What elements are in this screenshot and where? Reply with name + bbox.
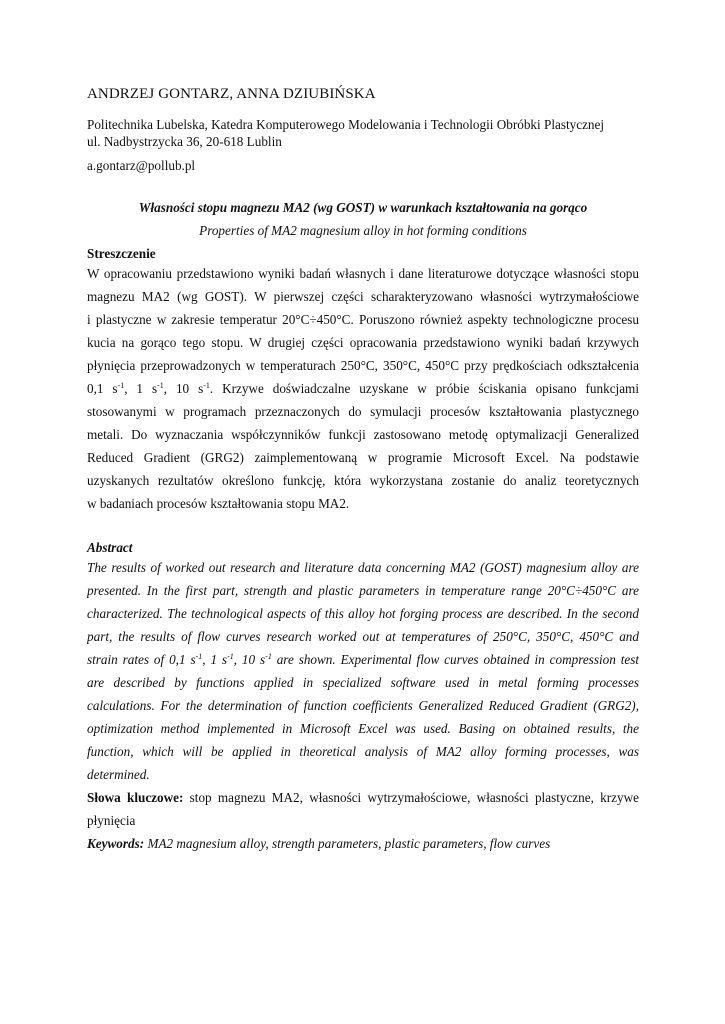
title-english: Properties of MA2 magnesium alloy in hot forming conditions — [199, 223, 527, 238]
text-segment: 0,1 s — [87, 381, 118, 396]
abstract-line: calculations. For the determination of function coefficients Generalized Reduced Gradient (GRG2), — [87, 698, 639, 713]
abstract-line — [87, 648, 639, 671]
paper-first-page — [87, 85, 639, 855]
superscript-exponent: -1 — [227, 652, 234, 661]
keywords-polish — [87, 786, 639, 832]
abstract-body — [87, 556, 639, 786]
keywords-polish-line-1 — [87, 786, 639, 809]
abstract-line: determined. — [87, 767, 150, 782]
streszczenie-body — [87, 262, 639, 515]
streszczenie-line: stosowanymi w programach przeznaczonych do symulacji procesów kształtowania plastycznego — [87, 404, 639, 419]
keywords-polish-line-2: płynięcia — [87, 813, 136, 828]
superscript-exponent: -1 — [157, 381, 164, 390]
keywords-english-label: Keywords: — [87, 836, 145, 851]
keywords-english-line — [87, 832, 639, 855]
streszczenie-line: kucia na gorąco tego stopu. W drugiej części opracowania przedstawiono wyniki badań krzywych — [87, 335, 639, 350]
abstract-line: presented. In the first part, strength and plastic parameters in temperature range 20°C÷450°C are — [87, 583, 639, 598]
streszczenie-line: w badaniach procesów kształtowania stopu MA2. — [87, 496, 350, 511]
author-email: a.gontarz@pollub.pl — [87, 158, 196, 173]
superscript-exponent: -1 — [203, 381, 210, 390]
text-segment: , 10 s — [163, 381, 204, 396]
abstract-line: part, the results of flow curves research worked out at temperatures of 250°C, 350°C, 450°C and — [87, 629, 639, 644]
streszczenie-line: W opracowaniu przedstawiono wyniki badań własnych i dane literaturowe dotyczące własności stopu — [87, 266, 639, 281]
text-segment: , 1 s — [124, 381, 158, 396]
streszczenie-line: Reduced Gradient (GRG2) zaimplementowaną w programie Microsoft Excel. Na podstawie — [87, 450, 639, 465]
keywords-english — [87, 832, 639, 855]
title-polish: Własności stopu magnezu MA2 (wg GOST) w warunkach kształtowania na gorąco — [138, 200, 588, 215]
keywords-english-text: MA2 magnesium alloy, strength parameters, plastic parameters, flow curves — [144, 836, 551, 851]
abstract-heading: Abstract — [87, 540, 133, 555]
abstract-line: are described by functions applied in specialized software used in metal forming processes — [87, 675, 639, 690]
text-segment: . Krzywe doświadczalne uzyskane w próbie ściskania opisano funkcjami — [209, 381, 639, 396]
abstract-line: characterized. The technological aspects of this alloy hot forging process are described. In the second — [87, 606, 639, 621]
text-segment: strain rates of 0,1 s — [87, 652, 196, 667]
authors: ANDRZEJ GONTARZ, ANNA DZIUBIŃSKA — [87, 86, 376, 102]
superscript-exponent: -1 — [117, 381, 125, 390]
abstract-line: The results of worked out research and literature data concerning MA2 (GOST) magnesium alloy are — [87, 560, 639, 575]
streszczenie-line — [87, 377, 639, 400]
abstract-line: function, which will be applied in theoretical analysis of MA2 alloy forming processes, was — [87, 744, 639, 759]
keywords-polish-text: stop magnezu MA2, własności wytrzymałościowe, własności plastyczne, krzywe — [183, 790, 639, 805]
streszczenie-line: płynięcia przeprowadzonych w temperaturach 250°C, 350°C, 450°C przy prędkościach odkształcenia — [87, 358, 639, 373]
abstract-line: optimization method implemented in Microsoft Excel was used. Basing on obtained results, the — [87, 721, 639, 736]
affiliation-line-1: Politechnika Lubelska, Katedra Komputerowego Modelowania i Technologii Obróbki Plastycznej — [87, 117, 605, 132]
affiliation-line-2: ul. Nadbystrzycka 36, 20-618 Lublin — [87, 134, 282, 149]
streszczenie-line: magnezu MA2 (wg GOST). W pierwszej części scharakteryzowano własności wytrzymałościowe — [87, 289, 639, 304]
text-segment: are shown. Experimental flow curves obtained in compression test — [271, 652, 639, 667]
streszczenie-line: i plastyczne w zakresie temperatur 20°C÷450°C. Poruszono również aspekty technologiczne procesu — [87, 312, 639, 327]
streszczenie-line: uzyskanych rezultatów określono funkcję, która wykorzystana zostanie do analiz teoretycznych — [87, 473, 639, 488]
superscript-exponent: -1 — [195, 652, 203, 661]
keywords-polish-label: Słowa kluczowe: — [87, 790, 184, 805]
text-segment: , 1 s — [202, 652, 228, 667]
streszczenie-heading: Streszczenie — [87, 246, 156, 261]
text-segment: , 10 s — [233, 652, 266, 667]
superscript-exponent: -1 — [265, 652, 272, 661]
streszczenie-line: metali. Do wyznaczania współczynników funkcji zastosowano metodę optymalizacji Generalized — [87, 427, 639, 442]
